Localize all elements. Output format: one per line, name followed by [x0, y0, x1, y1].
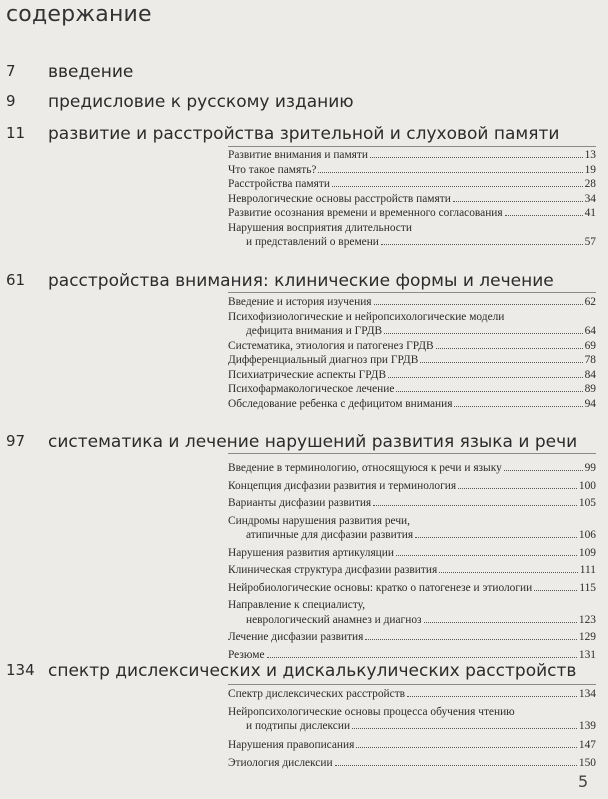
toc-entry: Развитие внимания и памяти 13 — [228, 149, 596, 161]
toc-entry: и подтипы дислексии 139 — [246, 720, 596, 732]
chapter-page-number: 97 — [6, 432, 26, 450]
section-list — [228, 687, 596, 771]
toc-entry-line: Психофизиологические и нейропсихологические модели — [228, 310, 505, 323]
section-list — [228, 295, 596, 411]
toc-entry: атипичные для дисфазии развития 106 — [246, 529, 596, 541]
toc-entry: Введение в терминологию, относящуюся к речи и языку 99 — [228, 462, 596, 474]
toc-entry: Лечение дисфазии развития 129 — [228, 631, 596, 643]
chapter-title: спектр дислексических и дискалькулических расстройств — [48, 661, 577, 681]
toc-entry: Этиология дислексии 150 — [228, 757, 596, 769]
section-list — [228, 461, 596, 662]
page-heading: содержание — [6, 2, 152, 27]
section-rule — [228, 146, 596, 147]
toc-entry: Психиатрические аспекты ГРДВ 84 — [228, 368, 596, 381]
chapter-title: расстройства внимания: клинические формы и лечение — [48, 271, 554, 291]
toc-entry: Нарушения развития артикуляции 109 — [228, 546, 596, 559]
chapter-page-number: 134 — [6, 661, 35, 679]
toc-entry: Психофармакологическое лечение 89 — [228, 383, 596, 395]
chapter-row — [0, 92, 608, 114]
toc-entry: Расстройства памяти 28 — [228, 178, 596, 190]
toc-entry-line: Направление к специалисту, — [228, 599, 366, 611]
toc-entry: Обследование ребенка с дефицитом внимания 94 — [228, 397, 596, 410]
chapter-page-number: 7 — [6, 62, 16, 80]
chapter-title: предисловие к русскому изданию — [48, 92, 354, 112]
chapter-row — [0, 124, 608, 146]
toc-entry: неврологический анамнез и диагноз 123 — [246, 613, 596, 626]
toc-entry: Нейробиологические основы: кратко о патогенезе и этиологии 115 — [228, 581, 596, 594]
toc-entry: Неврологические основы расстройств памяти 34 — [228, 192, 596, 205]
chapter-page-number: 61 — [6, 271, 26, 289]
toc-entry: Резюме 131 — [228, 648, 596, 661]
toc-entry-line: Нарушения восприятия длительности — [228, 221, 412, 234]
section-rule — [228, 453, 596, 454]
toc-entry: дефицита внимания и ГРДВ 64 — [246, 325, 596, 337]
chapter-row — [0, 271, 608, 293]
chapter-row — [0, 661, 608, 683]
chapter-page-number: 9 — [6, 92, 16, 110]
section-list — [228, 148, 596, 250]
chapter-title: развитие и расстройства зрительной и слуховой памяти — [48, 124, 560, 144]
toc-entry: Введение и история изучения 62 — [228, 296, 596, 308]
toc-entry-line: Нейропсихологические основы процесса обучения чтению — [228, 705, 515, 718]
toc-entry: Концепция дисфазии развития и терминология 100 — [228, 479, 596, 492]
section-rule — [228, 292, 596, 293]
toc-entry-line: Синдромы нарушения развития речи, — [228, 514, 410, 527]
page-number: 5 — [578, 772, 589, 791]
toc-entry: и представлений о времени 57 — [246, 236, 596, 248]
toc-entry: Нарушения правописания 147 — [228, 738, 596, 751]
chapter-row — [0, 432, 608, 454]
chapter-row — [0, 62, 608, 84]
toc-entry: Систематика, этиология и патогенез ГРДВ 69 — [228, 339, 596, 352]
toc-entry: Спектр дислексических расстройств 134 — [228, 688, 596, 700]
toc-entry: Клиническая структура дисфазии развития 111 — [228, 564, 596, 576]
chapter-page-number: 11 — [6, 124, 26, 142]
chapter-title: введение — [48, 62, 134, 82]
toc-entry: Что такое память? 19 — [228, 163, 596, 176]
chapter-title: систематика и лечение нарушений развития языка и речи — [48, 432, 578, 452]
toc-entry: Варианты дисфазии развития 105 — [228, 497, 596, 509]
toc-entry: Дифференциальный диагноз при ГРДВ 78 — [228, 354, 596, 366]
section-rule — [228, 684, 596, 685]
toc-entry: Развитие осознания времени и временного согласования 41 — [228, 207, 596, 219]
